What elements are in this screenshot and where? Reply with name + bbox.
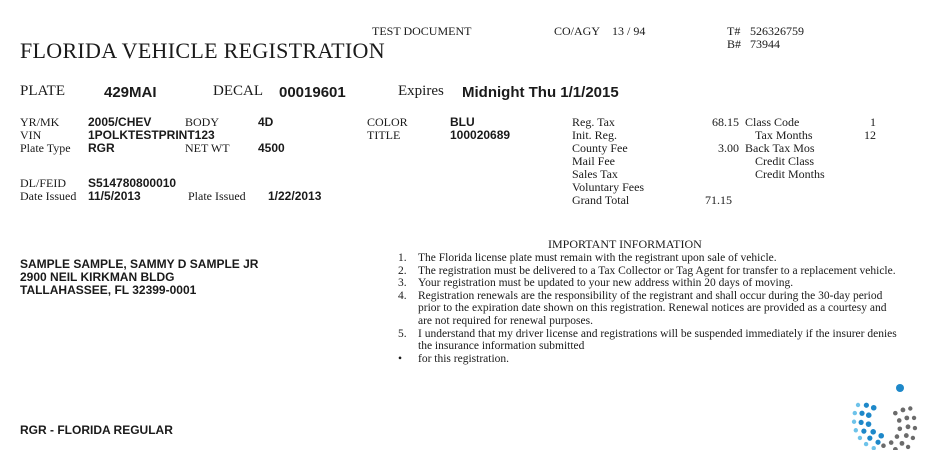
info-item-text: Registration renewals are the responsibility of the registrant and shall occur during the 30-day period prior to the expiration date shown on this registration. Renewal notices are provided as a courtesy and are not required for renewal purposes.: [418, 289, 887, 327]
grand-total-label: Grand Total: [572, 193, 630, 207]
class-code-label: Class Code: [745, 115, 800, 129]
info-item-text: for this registration.: [418, 352, 510, 365]
county-fee-label: County Fee: [572, 141, 628, 155]
reg-tax-value: 68.15: [712, 115, 739, 129]
co-agy-value: 13 / 94: [612, 24, 646, 38]
info-item: [398, 277, 898, 290]
grand-total-value: 71.15: [705, 193, 732, 207]
vin-label: VIN: [20, 128, 42, 142]
info-item: [398, 265, 898, 278]
dlfeid-value: S514780800010: [88, 176, 177, 190]
t-number-label: T#: [727, 24, 741, 38]
title-label: TITLE: [367, 128, 401, 142]
dlfeid-label: DL/FEID: [20, 176, 66, 190]
init-reg-label: Init. Reg.: [572, 128, 617, 142]
plate-issued-value: 1/22/2013: [268, 189, 322, 203]
color-label: COLOR: [367, 115, 408, 129]
body-label: BODY: [185, 115, 220, 129]
tax-months-label: Tax Months: [755, 128, 813, 142]
info-item-text: The registration must be delivered to a Tax Collector or Tag Agent for transfer to a replacement vehicle.: [418, 264, 896, 277]
body-value: 4D: [258, 115, 274, 129]
credit-months-label: Credit Months: [755, 167, 825, 181]
net-wt-value: 4500: [258, 141, 285, 155]
info-item-number: 3.: [398, 277, 407, 290]
tax-months-value: 12: [864, 128, 876, 142]
reg-tax-label: Reg. Tax: [572, 115, 615, 129]
expires-value: Midnight Thu 1/1/2015: [462, 84, 619, 101]
info-item: [398, 328, 898, 353]
yrmk-label: YR/MK: [20, 115, 60, 129]
info-item: [398, 353, 898, 366]
plate-value: 429MAI: [104, 84, 157, 101]
t-number-value: 526326759: [750, 24, 804, 38]
important-info-heading: IMPORTANT INFORMATION: [548, 237, 702, 251]
b-number-label: B#: [727, 37, 742, 51]
county-fee-value: 3.00: [718, 141, 739, 155]
info-item-number: 5.: [398, 327, 407, 340]
info-item-number: •: [398, 352, 403, 365]
net-wt-label: NET WT: [185, 141, 230, 155]
info-item: [398, 252, 898, 265]
plate-label: PLATE: [20, 83, 65, 99]
b-number-value: 73944: [750, 37, 780, 51]
decal-value: 00019601: [279, 84, 346, 101]
info-item-number: 4.: [398, 289, 407, 302]
mail-fee-label: Mail Fee: [572, 154, 615, 168]
plate-type-description: RGR - FLORIDA REGULAR: [20, 423, 173, 437]
address-line-3: TALLAHASSEE, FL 32399-0001: [20, 283, 197, 297]
co-agy-label: CO/AGY: [554, 24, 601, 38]
color-value: BLU: [450, 115, 475, 129]
vin-value: 1POLKTESTPRINT123: [88, 128, 215, 142]
info-item-number: 2.: [398, 264, 407, 277]
info-item-text: I understand that my driver license and registrations will be suspended immediately if the insurer denies the insurance information submitted: [418, 327, 897, 353]
yrmk-value: 2005/CHEV: [88, 115, 152, 129]
info-item: [398, 290, 898, 328]
credit-class-label: Credit Class: [755, 154, 814, 168]
date-issued-value: 11/5/2013: [88, 189, 141, 203]
class-code-value: 1: [870, 115, 876, 129]
decal-label: DECAL: [213, 83, 263, 99]
info-item-number: 1.: [398, 252, 407, 264]
plate-type-label: Plate Type: [20, 141, 71, 155]
plate-type-value: RGR: [88, 141, 115, 155]
voluntary-fees-label: Voluntary Fees: [572, 180, 645, 194]
info-item-text: Your registration must be updated to your new address within 20 days of moving.: [418, 277, 794, 290]
address-line-1: SAMPLE SAMPLE, SAMMY D SAMPLE JR: [20, 257, 259, 271]
address-line-2: 2900 NEIL KIRKMAN BLDG: [20, 270, 175, 284]
document-title: FLORIDA VEHICLE REGISTRATION: [20, 38, 385, 63]
info-item-text: The Florida license plate must remain with the registrant upon sale of vehicle.: [418, 252, 777, 264]
test-document-label: TEST DOCUMENT: [372, 24, 472, 38]
sales-tax-label: Sales Tax: [572, 167, 618, 181]
dotted-logo-icon: [842, 380, 922, 450]
date-issued-label: Date Issued: [20, 189, 77, 203]
important-info-list: [398, 252, 898, 365]
expires-label: Expires: [398, 83, 444, 99]
plate-issued-label: Plate Issued: [188, 189, 246, 203]
title-value: 100020689: [450, 128, 511, 142]
back-tax-mos-label: Back Tax Mos: [745, 141, 815, 155]
